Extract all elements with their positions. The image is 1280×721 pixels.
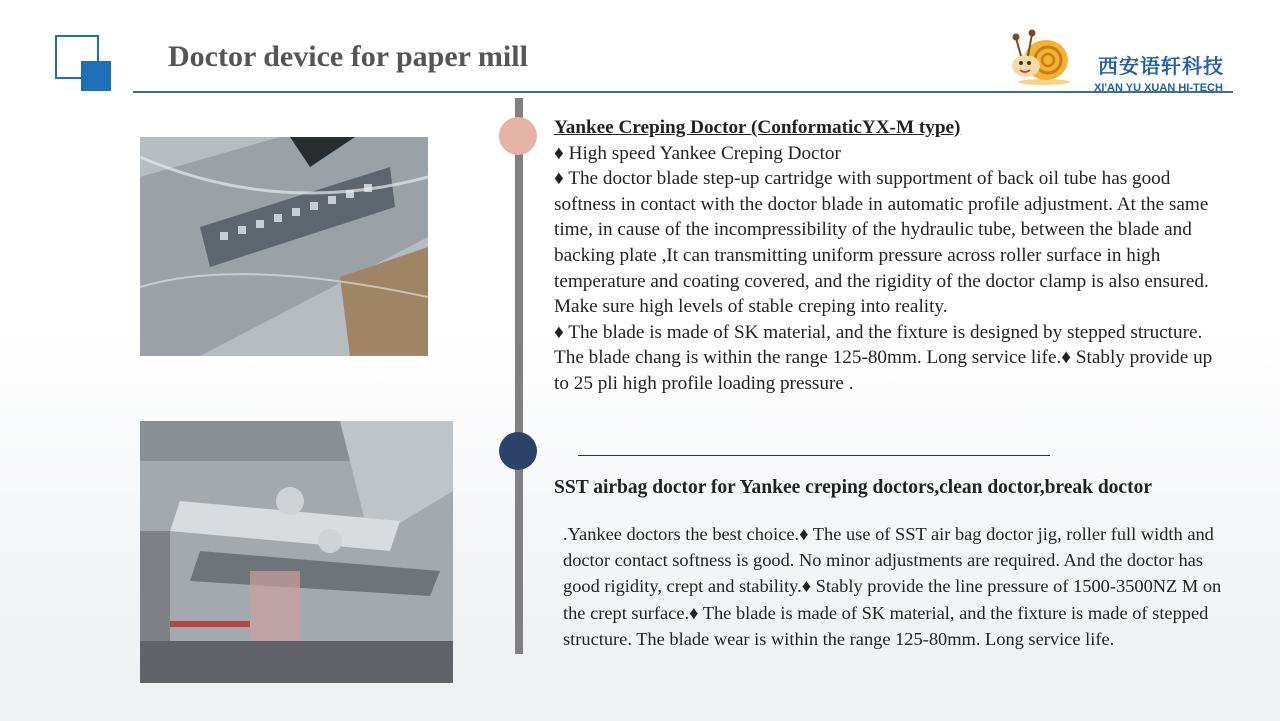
- section2-heading: SST airbag doctor for Yankee creping doctors,clean doctor,break doctor: [554, 477, 1152, 498]
- section1-paragraph: ♦ High speed Yankee Creping Doctor: [554, 142, 841, 164]
- brand-name-english: XI'AN YU XUAN HI-TECH: [1094, 82, 1223, 94]
- section1-text: [554, 115, 1226, 397]
- section-divider: [578, 455, 1050, 456]
- timeline-line: [515, 98, 523, 654]
- yankee-doctor-illustration: [140, 137, 428, 356]
- section1-paragraph: ♦ The doctor blade step-up cartridge with supportment of back oil tube has good softness in contact with the doctor blade in automatic profile adjustment. At the same time, in cause of the incompressibility of the hydraulic tube, between the blade and backing plate ,It can transmitting uniform pressure across roller surface in high temperature and coating covered, and the rigidity of the doctor clamp is also ensured. Make sure high levels of stable creping into reality.: [554, 168, 1209, 318]
- decorative-squares-icon: [55, 35, 113, 93]
- section2-text: [563, 521, 1223, 652]
- timeline-dot-top: [499, 117, 537, 155]
- page-title: Doctor device for paper mill: [168, 40, 528, 73]
- section2-body: .Yankee doctors the best choice.♦ The use of SST air bag doctor jig, roller full width and doctor contact softness is good. No minor adjustments are required. And the doctor has good rigidity, crept and stability.♦ Stably provide the line pressure of 1500-3500NZ M on the crept surface.♦ The blade is made of SK material, and the fixture is made of stepped structure. The blade wear is within the range 125-80mm. Long service life.: [563, 524, 1222, 649]
- brand-logo: [1000, 16, 1236, 94]
- section1-paragraph: ♦ The blade is made of SK material, and the fixture is designed by stepped structure. The blade chang is within the range 125-80mm. Long service life.♦ Stably provide up to 25 pli high profile loading pressure .: [554, 321, 1213, 394]
- airbag-doctor-illustration: [140, 421, 453, 683]
- airbag-doctor-photo: [140, 421, 453, 683]
- header-divider: [133, 91, 1233, 93]
- timeline-dot-bottom: [499, 432, 537, 470]
- snail-mascot-icon: [1006, 20, 1074, 86]
- section1-heading: Yankee Creping Doctor (ConformaticYX-M type): [554, 117, 961, 138]
- brand-name-chinese: 西安语轩科技: [1098, 54, 1224, 78]
- yankee-doctor-photo: [140, 137, 428, 356]
